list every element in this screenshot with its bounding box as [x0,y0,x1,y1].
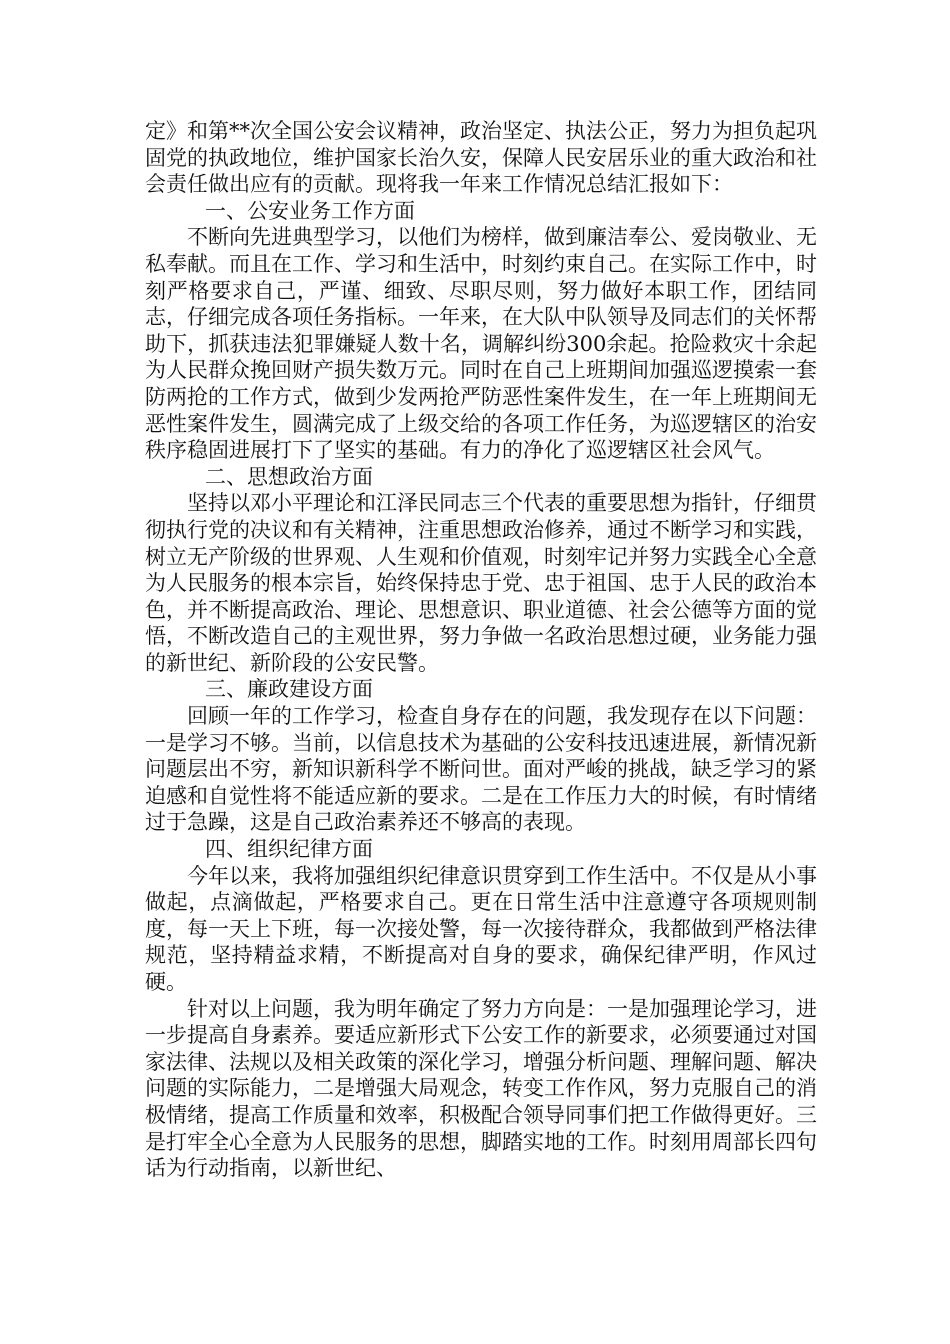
section-heading-discipline: 四、组织纪律方面 [205,837,373,862]
document-page [145,118,817,1182]
political-thought-paragraph: 坚持以邓小平理论和江泽民同志三个代表的重要思想为指针，仔细贯彻执行党的决议和有关精神，注重思想政治修养，通过不断学习和实践，树立无产阶级的世界观、人生观和价值观，时刻牢记并努力实践全心全意为人民服务的根本宗旨，始终保持忠于党、忠于祖国、忠于人民的政治本色，并不断提高政治、理论、思想意识、职业道德、社会公德等方面的觉悟，不断改造自己的主观世界，努力争做一名政治思想过硬，业务能力强的新世纪、新阶段的公安民警。 [145,491,817,675]
section-heading-integrity: 三、廉政建设方面 [205,677,373,702]
police-work-paragraph: 不断向先进典型学习，以他们为榜样，做到廉洁奉公、爱岗敬业、无私奉献。而且在工作、学习和生活中，时刻约束自己。在实际工作中，时刻严格要求自己，严谨、细致、尽职尽则，努力做好本职工作，团结同志，仔细完成各项任务指标。一年来，在大队中队领导及同志们的关怀帮助下，抓获违法犯罪嫌疑人数十名，调解纠纷300余起。抢险救灾十余起为人民群众挽回财产损失数万元。同时在自己上班期间加强巡逻摸索一套防两抢的工作方式，做到少发两抢严防恶性案件发生，在一年上班期间无恶性案件发生，圆满完成了上级交给的各项工作任务，为巡逻辖区的治安秩序稳固进展打下了坚实的基础。有力的净化了巡逻辖区社会风气。 [145,225,817,463]
improvement-paragraph: 针对以上问题，我为明年确定了努力方向是：一是加强理论学习，进一步提高自身素养。要适应新形式下公安工作的新要求，必须要通过对国家法律、法规以及相关政策的深化学习，增强分析问题、理解问题、解决问题的实际能力，二是增强大局观念，转变工作作风，努力克服自己的消极情绪，提高工作质量和效率，积极配合领导同事们把工作做得更好。三是打牢全心全意为人民服务的思想，脚踏实地的工作。时刻用周部长四句话为行动指南，以新世纪、 [145,996,817,1181]
section-heading-political-thought: 二、思想政治方面 [205,464,373,489]
intro-paragraph: 定》和第**次全国公安会议精神，政治坚定、执法公正，努力为担负起巩固党的执政地位，维护国家长治久安，保障人民安居乐业的重大政治和社会责任做出应有的贡献。现将我一年来工作情况总结汇报如下： [145,119,817,197]
discipline-paragraph: 今年以来，我将加强组织纪律意识贯穿到工作生活中。不仅是从小事做起，点滴做起，严格要求自己。更在日常生活中注意遵守各项规则制度，每一天上下班，每一次接处警，每一次接待群众，我都做到严格法律规范，坚持精益求精，不断提高对自身的要求，确保纪律严明，作风过硬。 [145,863,817,994]
section-heading-police-work: 一、公安业务工作方面 [205,198,415,223]
integrity-paragraph: 回顾一年的工作学习，检查自身存在的问题，我发现存在以下问题：一是学习不够。当前，以信息技术为基础的公安科技迅速进展，新情况新问题层出不穷，新知识新科学不断问世。面对严峻的挑战，缺乏学习的紧迫感和自觉性将不能适应新的要求。二是在工作压力大的时候，有时情绪过于急躁，这是自己政治素养还不够高的表现。 [145,704,817,835]
